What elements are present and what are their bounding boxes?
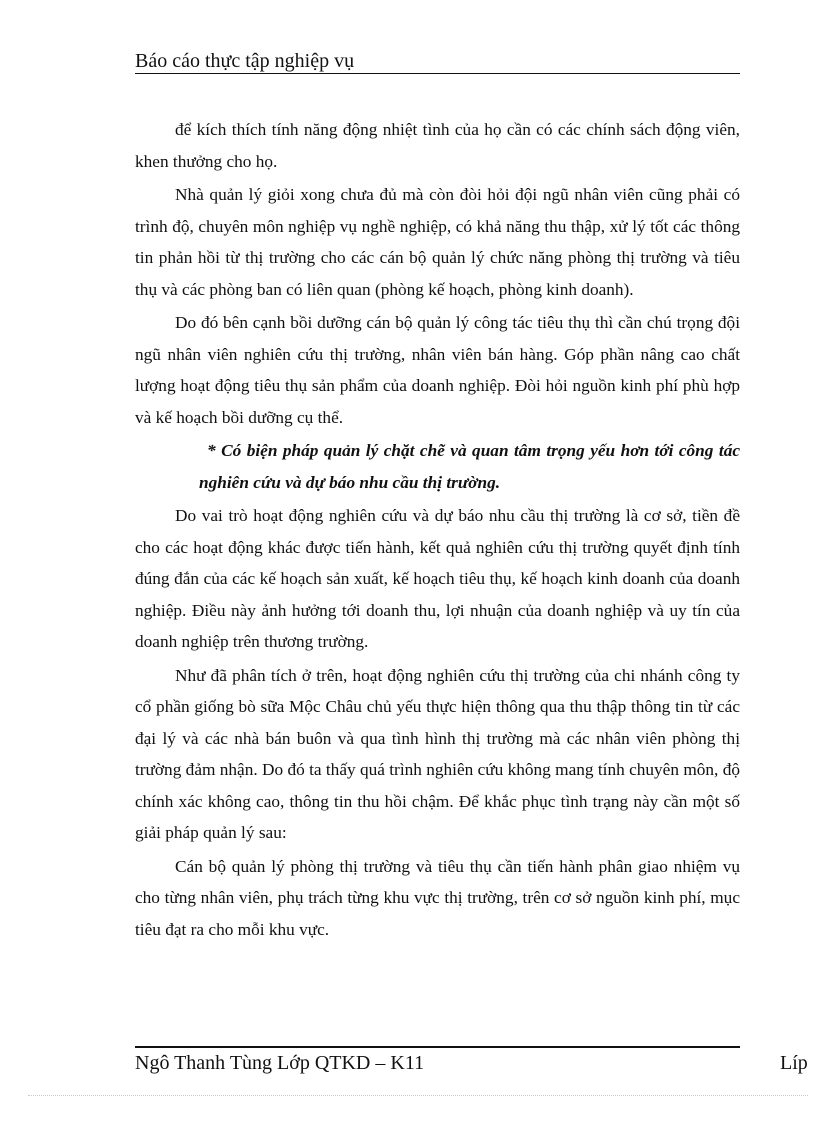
section-heading: * Có biện pháp quản lý chặt chẽ và quan tâm trọng yếu hơn tới công tác nghiên cứu và dự báo nhu cầu thị trường.: [199, 441, 740, 492]
paragraph-5: Như đã phân tích ở trên, hoạt động nghiên cứu thị trường của chi nhánh công ty cổ phần giống bò sữa Mộc Châu chủ yếu thực hiện thông qua thu thập thông tin từ các đại lý và các nhà bán buôn và qua tình hình thị trường mà các nhân viên phòng thị trường đảm nhận. Do đó ta thấy quá trình nghiên cứu không mang tính chuyên môn, độ chính xác không cao, thông tin thu hồi chậm. Để khắc phục tình trạng này cần một số giải pháp quản lý sau:: [135, 665, 740, 842]
footer-class-label: Líp: [780, 1052, 808, 1074]
page-header-title: Báo cáo thực tập nghiệp vụ: [135, 50, 355, 72]
paragraph-1: để kích thích tính năng động nhiệt tình của họ cần có các chính sách động viên, khen thưởng cho họ.: [135, 120, 740, 171]
footer-author: Ngô Thanh Tùng Lớp QTKD – K11: [135, 1052, 425, 1074]
paragraph-2: Nhà quản lý giỏi xong chưa đủ mà còn đòi hỏi đội ngũ nhân viên cũng phải có trình độ, chuyên môn nghiệp vụ nghề nghiệp, có khả năng thu thập, xử lý tốt các thông tin phản hồi từ thị trường cho các cán bộ quản lý chức năng phòng thị trường và tiêu thụ và các phòng ban có liên quan (phòng kế hoạch, phòng kinh doanh).: [135, 185, 740, 299]
document-body: [135, 114, 740, 947]
footer-divider: [135, 1046, 740, 1048]
paragraph-6: Cán bộ quản lý phòng thị trường và tiêu thụ cần tiến hành phân giao nhiệm vụ cho từng nhân viên, phụ trách từng khu vực thị trường, trên cơ sở nguồn kinh phí, mục tiêu đạt ra cho mỗi khu vực.: [135, 856, 740, 939]
paragraph-4: Do vai trò hoạt động nghiên cứu và dự báo nhu cầu thị trường là cơ sở, tiền đề cho các hoạt động khác được tiến hành, kết quả nghiên cứu thị trường quyết định tính đúng đắn của các kế hoạch sản xuất, kế hoạch tiêu thụ, kế hoạch kinh doanh của doanh nghiệp. Điều này ảnh hưởng tới doanh thu, lợi nhuận của doanh nghiệp và uy tín của doanh nghiệp trên thương trường.: [135, 506, 740, 651]
paragraph-3: Do đó bên cạnh bồi dưỡng cán bộ quản lý công tác tiêu thụ thì cần chú trọng đội ngũ nhân viên nghiên cứu thị trường, nhân viên bán hàng. Góp phần nâng cao chất lượng hoạt động tiêu thụ sản phẩm của doanh nghiệp. Đòi hỏi nguồn kinh phí phù hợp và kế hoạch bồi dưỡng cụ thể.: [135, 313, 740, 427]
header-divider: [135, 73, 740, 74]
page-bottom-dotted-line: [28, 1095, 808, 1096]
